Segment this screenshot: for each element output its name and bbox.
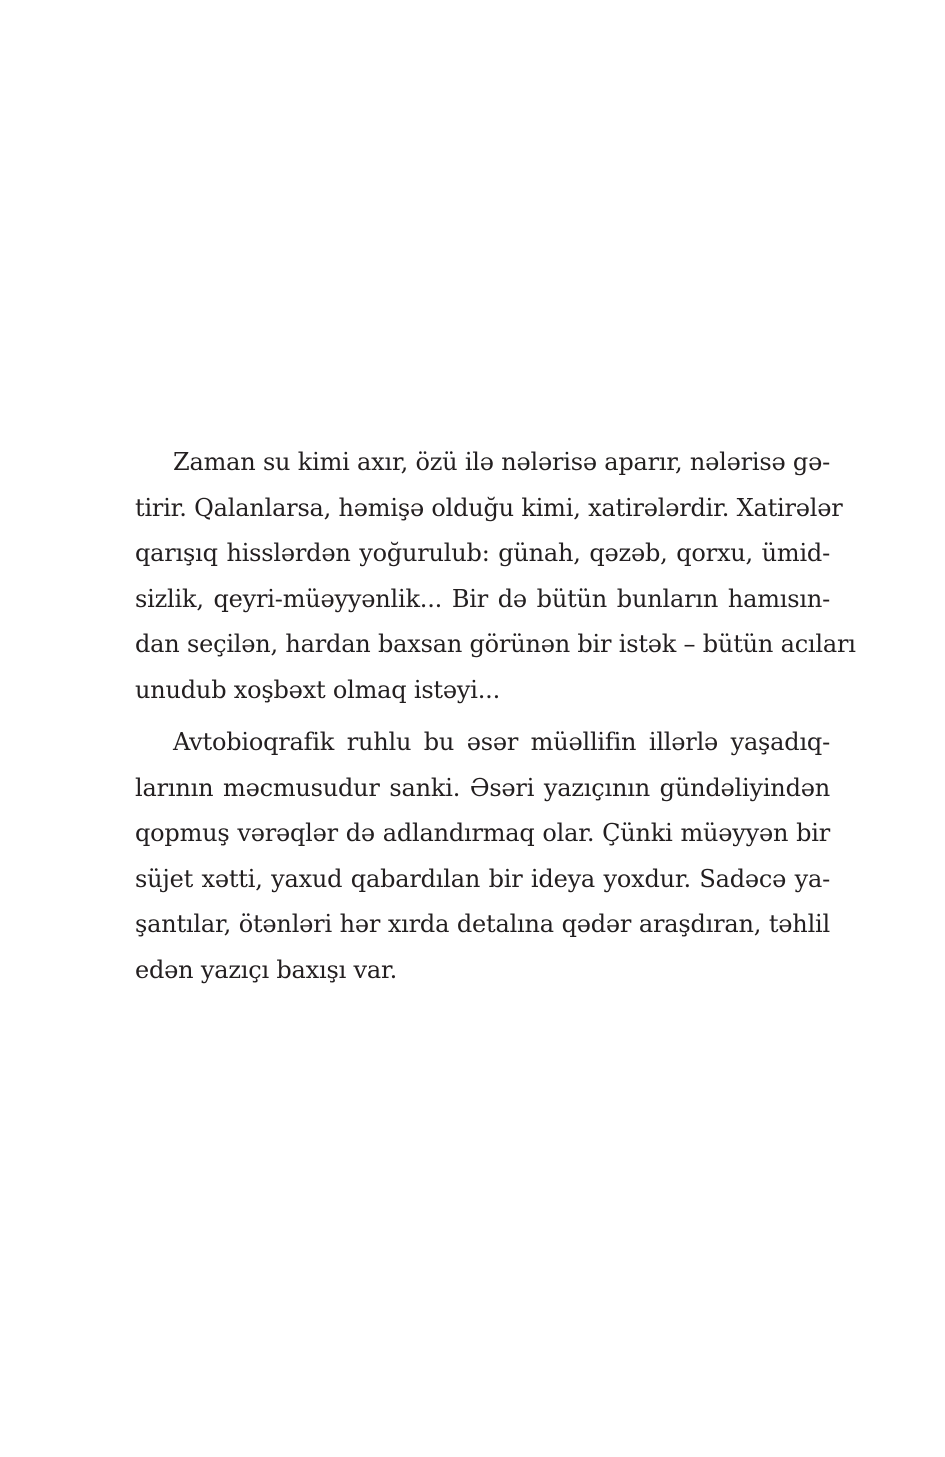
- body-text: [135, 440, 856, 993]
- text-line: dan seçilən, hardan baxsan görünən bir istək – bütün acıları: [135, 630, 856, 658]
- text-line: Zaman su kimi axır, özü ilə nələrisə aparır, nələrisə gə-: [173, 448, 830, 476]
- text-line: qarışıq hisslərdən yoğurulub: günah, qəzəb, qorxu, ümid-: [135, 539, 830, 567]
- text-line: sizlik, qeyri-müəyyənlik... Bir də bütün bunların hamısın-: [135, 584, 830, 613]
- text-line: edən yazıçı baxışı var.: [135, 955, 398, 984]
- text-line: qopmuş vərəqlər də adlandırmaq olar. Çünki müəyyən bir: [135, 819, 830, 847]
- text-line: süjet xətti, yaxud qabardılan bir ideya yoxdur. Sadəcə ya-: [135, 864, 830, 893]
- paragraph-2: [135, 720, 830, 993]
- text-line: tirir. Qalanlarsa, həmişə olduğu kimi, xatirələrdir. Xatirələr: [135, 493, 843, 522]
- text-line: şantılar, ötənləri hər xırda detalına qədər araşdıran, təhlil: [135, 910, 830, 938]
- paragraph-1: [135, 440, 856, 713]
- text-line: larının məcmusudur sanki. Əsəri yazıçının gündəliyindən: [135, 773, 830, 802]
- text-line: Avtobioqrafik ruhlu bu əsər müəllifin illərlə yaşadıq-: [173, 728, 830, 756]
- text-line: unudub xoşbəxt olmaq istəyi...: [135, 675, 501, 704]
